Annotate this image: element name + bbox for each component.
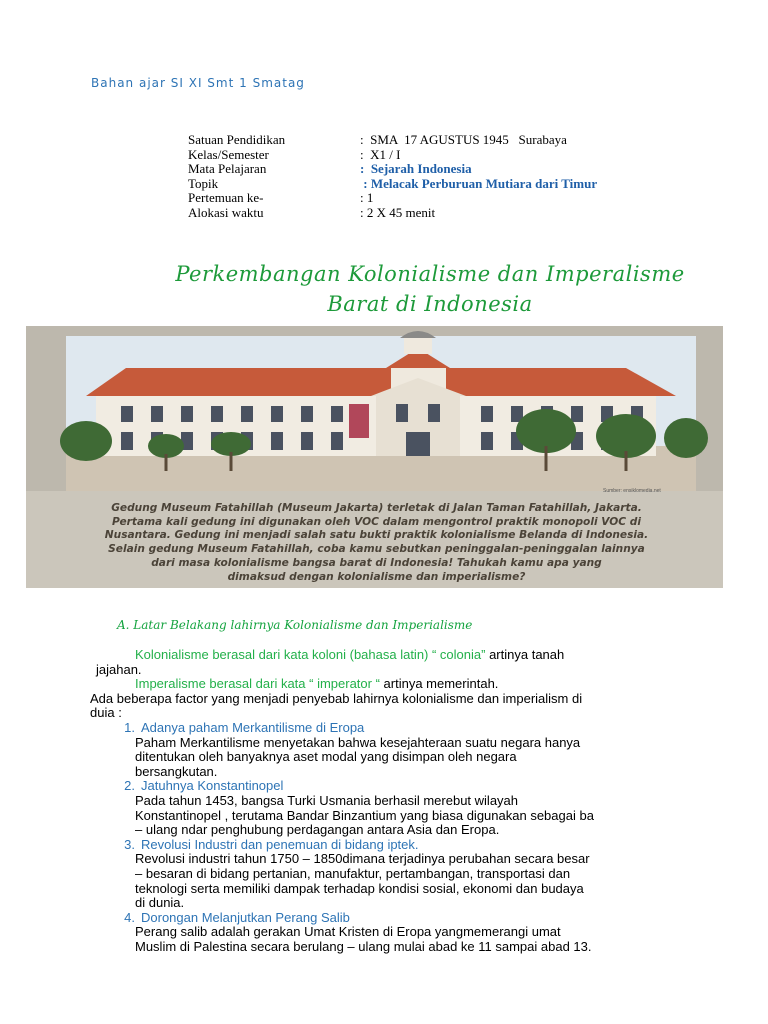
list-item [90,721,690,779]
photo-caption [44,502,709,584]
list-heading: Jatuhnya Konstantinopel [141,778,284,794]
list-body-line: Muslim di Palestina secara berulang – ulang mulai abad ke 11 sampai abad 13. [135,938,592,954]
list-body-line: bersangkutan. [135,763,218,779]
list-body-line: – besaran di bidang pertanian, manufaktur, pertambangan, transportasi dan [135,865,571,881]
caption-line: Selain gedung Museum Fatahillah, coba kamu sebutkan peninggalan-peninggalan lainnya [108,543,645,556]
info-label: Satuan Pendidikan [188,132,286,147]
intro-line: duia : [90,705,122,721]
info-value: : X1 / I [360,146,401,162]
factor-list [90,721,690,955]
info-row-pertemuan [188,191,597,206]
kolonialisme-cont: jajahan. [96,661,142,677]
info-label: Topik [188,175,219,191]
info-row-satuan [188,133,597,148]
list-item [90,779,690,837]
section-body [90,648,690,954]
kolonialisme-term: Kolonialisme berasal dari kata koloni (bahasa latin) “ colonia” [135,647,486,662]
document-title-line2: Barat di Indonesia [327,292,533,316]
list-number: 2. [124,778,135,794]
info-row-kelas [188,148,597,163]
photo-source: Sumber: ensiklomedia.net [603,488,661,494]
list-item [90,911,690,955]
list-body-line: Perang salib adalah gerakan Umat Kristen di Eropa yangmemerangi umat [135,924,561,940]
intro-line: Ada beberapa factor yang menjadi penyebab lahirnya kolonialisme dan imperialism di [90,690,583,706]
section-title: A. Latar Belakang lahirnya Kolonialisme dan Imperialisme [117,618,473,632]
caption-line: Nusantara. Gedung ini menjadi salah satu bukti praktik kolonialisme Belanda di Indonesia. [104,529,649,542]
museum-photo [26,326,723,588]
imperalisme-term: Imperalisme berasal dari kata “ imperator “ [135,676,380,692]
list-body-line: Paham Merkantilisme menyetakan bahwa kesejahteraan suatu negara hanya [135,734,581,750]
info-row-mapel [188,162,597,177]
list-body-line: Pada tahun 1453, bangsa Turki Usmania berhasil merebut wilayah [135,792,519,808]
header-note: Bahan ajar SI XI Smt 1 Smatag [91,76,305,90]
list-number: 4. [124,909,135,925]
info-value: : 1 [360,190,374,206]
document-title-line1: Perkembangan Kolonialisme dan Imperalisme [175,262,685,286]
list-body-line: teknologi serta memiliki dampak terhadap kondisi sosial, ekonomi dan budaya [135,880,584,896]
list-body-line: – ulang ndar penghubung perdagangan antara Asia dan Eropa. [135,822,500,838]
info-table [188,133,597,221]
info-value: : Melacak Perburuan Mutiara dari Timur [360,175,598,191]
list-heading: Revolusi Industri dan penemuan di bidang iptek. [141,836,419,852]
info-value: : SMA 17 AGUSTUS 1945 Surabaya [360,132,567,147]
info-value: : Sejarah Indonesia [360,161,472,177]
info-label: Alokasi waktu [188,204,264,220]
list-number: 1. [124,719,135,735]
info-label: Kelas/Semester [188,146,269,162]
info-label: Mata Pelajaran [188,161,267,177]
caption-line: Gedung Museum Fatahillah (Museum Jakarta) terletak di Jalan Taman Fatahillah, Jakarta. [111,502,642,514]
caption-line: dari masa kolonialisme bangsa barat di Indonesia! Tahukah kamu apa yang [151,556,602,569]
list-heading: Dorongan Melanjutkan Perang Salib [141,909,350,925]
kolonialisme-meaning: artinya tanah [485,647,565,662]
imperalisme-definition [90,677,690,692]
list-heading: Adanya paham Merkantilisme di Eropa [141,719,365,735]
list-body-line: ditentukan oleh banyaknya aset modal yang disimpan oleh negara [135,749,517,765]
list-item [90,838,690,911]
kolonialisme-definition [90,648,690,663]
info-label: Pertemuan ke- [188,190,264,206]
list-body-line: Revolusi industri tahun 1750 – 1850dimana terjadinya perubahan secara besar [135,851,590,867]
caption-line: Pertama kali gedung ini digunakan oleh VOC dalam mengontrol praktik monopoli VOC di [112,515,641,528]
info-row-alokasi [188,206,597,221]
imperalisme-meaning: artinya memerintah. [379,676,499,692]
list-body-line: di dunia. [135,895,185,911]
caption-line: dimaksud dengan kolonialisme dan imperialisme? [227,570,526,583]
list-number: 3. [124,836,135,852]
info-value: : 2 X 45 menit [360,204,436,220]
info-row-topik [188,177,597,192]
list-body-line: Konstantinopel , terutama Bandar Binzantium yang biasa digunakan sebagai ba [135,807,594,823]
